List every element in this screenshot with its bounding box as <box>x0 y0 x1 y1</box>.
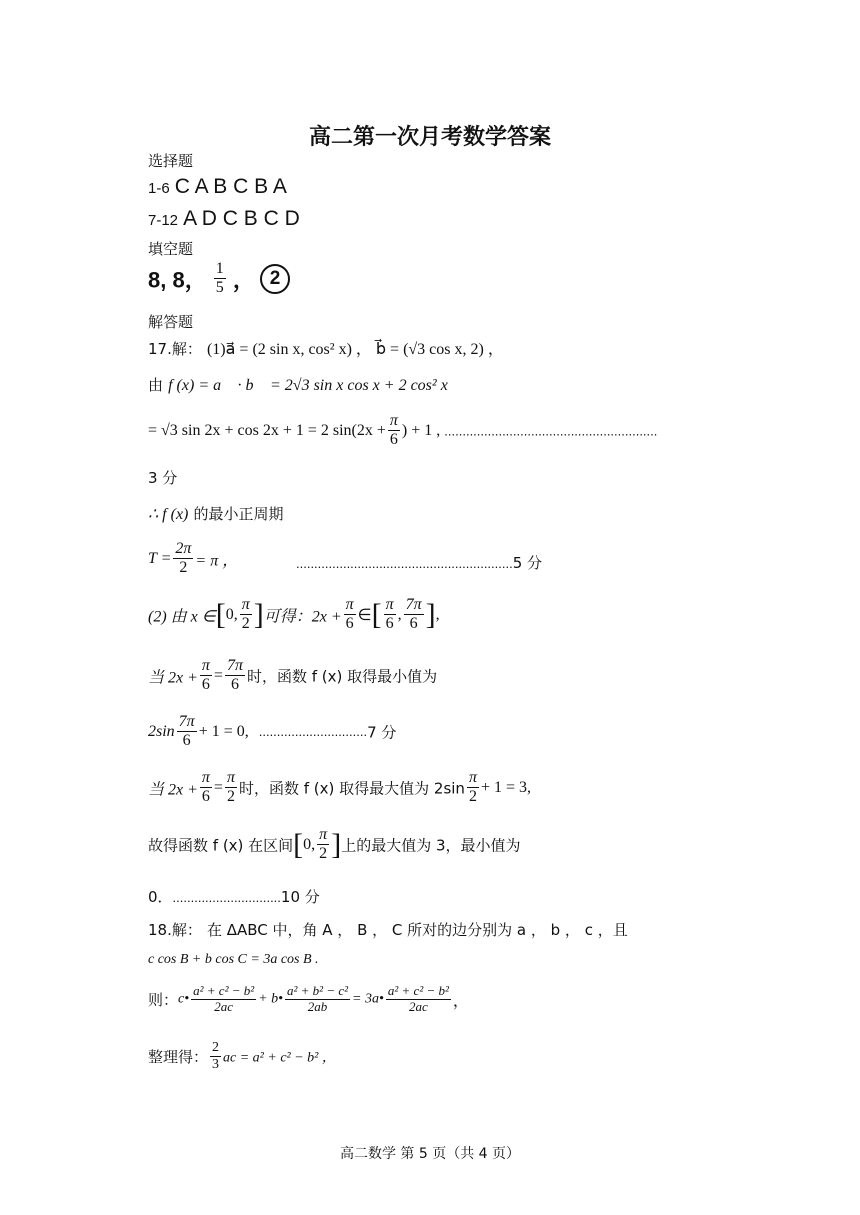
pi-over-2 <box>240 596 252 634</box>
bracket-open: [ <box>371 597 382 631</box>
frac-num: π <box>200 657 212 676</box>
when-prefix: 当 2x + <box>148 669 198 687</box>
pi-over-2 <box>467 769 479 807</box>
two-thirds <box>210 1040 221 1073</box>
frac-num: 7π <box>177 713 197 732</box>
frac-num: π <box>384 596 396 615</box>
in-symbol: ∈ <box>357 606 372 624</box>
q17-min-value <box>148 713 396 751</box>
T-rhs: = π ， <box>195 552 239 570</box>
max-text: 时，函数 f (x) 取得最大值为 2sin <box>238 779 465 798</box>
frac-num: 7π <box>404 596 424 615</box>
q17-vectors: (1)a⃗ = (2 sin x, cos² x) ， b⃗ = (√3 cos x, 2) ， <box>206 341 504 358</box>
frac-den: 6 <box>182 732 191 750</box>
comma: , <box>397 605 402 623</box>
period-text: 的最小正周期 <box>193 505 284 523</box>
pi-over-2 <box>317 826 329 864</box>
frac-den: 2 <box>319 845 328 863</box>
frac-num: π <box>225 769 237 788</box>
fill-fraction <box>214 260 226 298</box>
choice-answers-1: C A B C B A <box>174 175 287 198</box>
pi-over-6 <box>344 596 356 634</box>
frac-num: π <box>240 596 252 615</box>
q17-part2 <box>148 596 440 634</box>
interval-start: 0, <box>225 605 238 623</box>
page-footer: 高二数学 第 5 页（共 4 页） <box>339 1146 521 1162</box>
frac-den: 2 <box>468 788 477 806</box>
part2-prefix: (2) 由 x ∈ <box>148 608 216 626</box>
q17-period <box>148 503 284 524</box>
q18-statement: 在 ΔABC 中，角 A ， B ， C 所对的边分别为 a ， b ， c ，且 <box>206 921 628 939</box>
score-7: 7 分 <box>367 723 397 742</box>
fill-sep: ， <box>232 267 255 293</box>
choice-row-1 <box>148 175 287 199</box>
bracket-close: ] <box>331 827 342 861</box>
frac-num: 2π <box>173 540 193 559</box>
circled-number: 2 <box>260 264 290 294</box>
q18-arrange <box>148 1040 336 1073</box>
frac-den: 6 <box>230 676 239 694</box>
min-sin: 2sin <box>148 722 175 740</box>
frac-den: 6 <box>201 788 210 806</box>
fill-answer-text: 8, 8， <box>148 267 207 293</box>
q17-line3 <box>148 412 657 450</box>
frac-num: a² + c² − b² <box>193 983 255 998</box>
q17-label: 17.解： <box>148 340 202 358</box>
frac-den: 2 <box>241 615 250 633</box>
bracket-open: [ <box>293 827 304 861</box>
term-c: c• <box>178 991 190 1007</box>
fill-frac-den: 5 <box>215 279 224 297</box>
term-3a: = 3a• <box>352 991 384 1007</box>
min-text: 时，函数 f (x) 取得最小值为 <box>246 667 438 686</box>
q17-zero-line <box>148 886 320 907</box>
cos-B-frac <box>191 984 256 1015</box>
pi-over-6 <box>384 596 396 634</box>
max-result: + 1 = 3, <box>480 778 531 796</box>
7pi-over-6 <box>225 657 245 695</box>
choice-range-2: 7-12 <box>148 212 179 229</box>
bracket-close: ] <box>253 597 264 631</box>
frac-den: 6 <box>385 615 394 633</box>
then-label: 则： <box>148 990 179 1009</box>
2pi-over-2 <box>173 540 193 578</box>
choice-row-2 <box>148 207 300 231</box>
q17-line1 <box>148 336 504 359</box>
q18-condition: c cos B + b cos C = 3a cos B . <box>148 952 319 967</box>
frac-den: 6 <box>201 676 210 694</box>
score-10: 10 分 <box>280 888 320 906</box>
comma: ， <box>452 992 469 1010</box>
period-func: ∴ f (x) <box>148 506 189 523</box>
score-5: 5 分 <box>512 554 543 572</box>
equals: = <box>213 778 223 796</box>
page-title: 高二第一次月考数学答案 <box>308 125 551 150</box>
q17-dot-product: f (x) = a⃗ · b⃗ = 2√3 sin x cos x + 2 cos² x <box>168 377 448 394</box>
bracket-close: ] <box>425 597 436 631</box>
frac-num: π <box>388 412 400 431</box>
frac-num: a² + c² − b² <box>387 983 449 998</box>
term-b: + b• <box>258 991 284 1007</box>
7pi-over-6 <box>404 596 424 634</box>
conclusion-prefix: 故得函数 f (x) 在区间 <box>148 836 294 855</box>
q17-line2-prefix: 由 <box>148 376 164 394</box>
choice-answers-2: A D C B C D <box>183 207 300 230</box>
frac-num: 2 <box>210 1040 221 1057</box>
when-prefix: 当 2x + <box>148 781 198 799</box>
frac-num: 7π <box>225 657 245 676</box>
fill-answers <box>148 260 290 298</box>
q17-simplify-end: ) + 1 , <box>401 421 445 439</box>
q17-conclusion <box>148 826 521 864</box>
frac-den: 2ab <box>307 998 328 1014</box>
frac-den: 6 <box>345 615 354 633</box>
q17-simplify: = √3 sin 2x + cos 2x + 1 = 2 sin(2x + <box>148 421 386 439</box>
frac-den: 6 <box>409 615 418 633</box>
q17-line2 <box>148 374 448 395</box>
frac-num: π <box>317 826 329 845</box>
section-fill: 填空题 <box>148 240 194 258</box>
min-zero: 0． <box>148 888 173 906</box>
score-5-line <box>296 552 542 573</box>
equals: = <box>213 666 223 684</box>
q18-label: 18.解： <box>148 921 202 939</box>
pi-over-6 <box>200 769 212 807</box>
frac-num: π <box>344 596 356 615</box>
pi-over-2 <box>225 769 237 807</box>
dot-leader: .............................. <box>258 724 368 740</box>
frac-num: a² + b² − c² <box>287 983 349 998</box>
part2-mid: 可得：2x + <box>263 608 342 626</box>
frac-den: 3 <box>212 1057 220 1073</box>
q18-cosine-law <box>148 984 469 1015</box>
frac-den: 2 <box>179 559 188 577</box>
fill-frac-num: 1 <box>214 260 226 279</box>
frac-num: π <box>200 769 212 788</box>
7pi-over-6 <box>177 713 197 751</box>
T-lhs: T = <box>148 549 172 567</box>
q18-line1 <box>148 919 628 940</box>
arrange-result: ac = a² + c² − b² ， <box>223 1050 336 1066</box>
pi-over-6 <box>200 657 212 695</box>
comma: , <box>435 605 440 623</box>
choice-range-1: 1-6 <box>148 180 170 197</box>
frac-den: 6 <box>389 431 398 449</box>
min-result: + 1 = 0, <box>198 722 249 740</box>
frac-num: π <box>467 769 479 788</box>
cos-C-frac <box>285 984 350 1015</box>
frac-den: 2 <box>226 788 235 806</box>
pi-over-6 <box>388 412 400 450</box>
section-choice: 选择题 <box>148 152 194 170</box>
dot-leader: .............................. <box>172 890 281 905</box>
score-3: 3 分 <box>148 469 178 487</box>
bracket-open: [ <box>215 597 226 631</box>
section-solve: 解答题 <box>148 313 194 331</box>
frac-den: 2ac <box>214 998 234 1014</box>
q17-when-max <box>148 769 531 807</box>
interval-start: 0, <box>303 835 316 853</box>
arrange-label: 整理得： <box>148 1048 209 1067</box>
conclusion-text: 上的最大值为 3，最小值为 <box>341 836 521 855</box>
dot-leader: ............................................................ <box>296 556 513 571</box>
dot-leader: ........................................................... <box>444 423 658 439</box>
cos-B-frac <box>386 984 451 1015</box>
q17-when-min <box>148 657 437 695</box>
q17-T <box>148 540 238 578</box>
frac-den: 2ac <box>409 998 428 1014</box>
